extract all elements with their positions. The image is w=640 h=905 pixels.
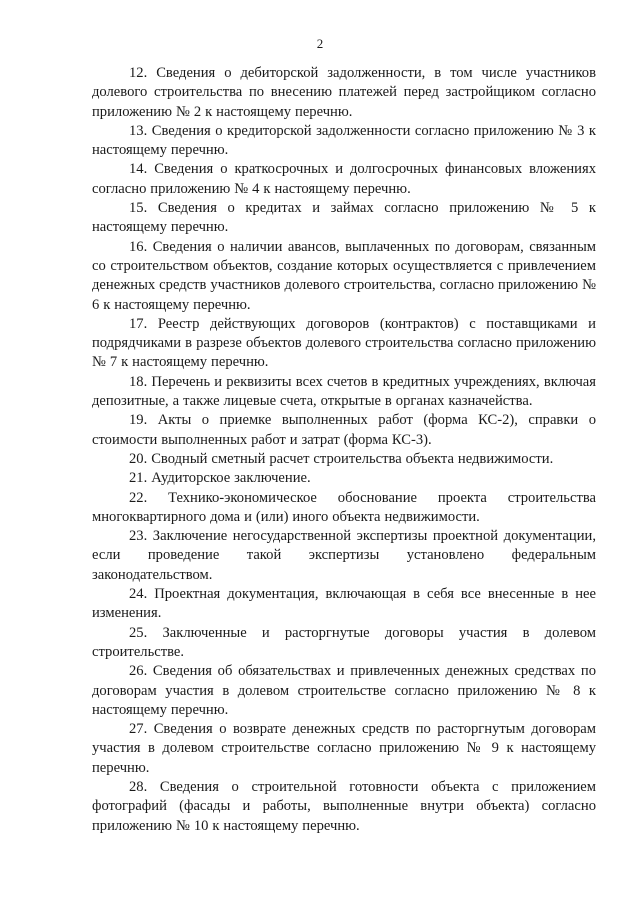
list-item-13: 13. Сведения о кредиторской задолженности согласно приложению № 3 к настоящему перечню. (92, 122, 596, 159)
list-item-16: 16. Сведения о наличии авансов, выплаченных по договорам, связанным со строительством объектов, создание которых осуществляется с привлечением денежных средств участников долевого строительства, согласно приложению № 6 к настоящему перечню. (92, 238, 596, 313)
list-item-28: 28. Сведения о строительной готовности объекта с приложением фотографий (фасады и работы, выполненные внутри объекта) согласно приложению № 10 к настоящему перечню. (92, 778, 596, 834)
list-item-27: 27. Сведения о возврате денежных средств по расторгнутым договорам участия в долевом строительстве согласно приложению № 9 к настоящему перечню. (92, 721, 596, 776)
list-item-18: 18. Перечень и реквизиты всех счетов в кредитных учреждениях, включая депозитные, а также лицевые счета, открытые в органах казначейства. (92, 373, 596, 410)
list-item-26: 26. Сведения об обязательствах и привлеченных денежных средствах по договорам участия в долевом строительстве согласно приложению № 8 к настоящему перечню. (92, 663, 596, 718)
list-item-25: 25. Заключенные и расторгнутые договоры участия в долевом строительстве. (92, 624, 596, 660)
list-item-19: 19. Акты о приемке выполненных работ (форма КС-2), справки о стоимости выполненных работ и затрат (форма КС-3). (92, 412, 596, 448)
list-item-14: 14. Сведения о краткосрочных и долгосрочных финансовых вложениях согласно приложению № 4 к настоящему перечню. (92, 161, 596, 197)
list-item-17: 17. Реестр действующих договоров (контрактов) с поставщиками и подрядчиками в разрезе объектов долевого строительства согласно приложению № 7 к настоящему перечню. (92, 315, 596, 371)
list-item-12: 12. Сведения о дебиторской задолженности, в том числе участников долевого строительства по внесению платежей перед застройщиком согласно приложению № 2 к настоящему перечню. (92, 65, 596, 120)
document-body (92, 64, 596, 836)
list-item-24: 24. Проектная документация, включающая в себя все внесенные в нее изменения. (92, 586, 596, 622)
list-item-21: 21. Аудиторское заключение. (129, 470, 311, 487)
list-item-23: 23. Заключение негосударственной экспертизы проектной документации, если проведение такой экспертизы установлено федеральным законодательством. (92, 528, 596, 583)
page-number: 2 (316, 36, 324, 51)
list-item-22: 22. Технико-экономическое обоснование проекта строительства многоквартирного дома и (или) иного объекта недвижимости. (92, 489, 596, 525)
list-item-20: 20. Сводный сметный расчет строительства объекта недвижимости. (129, 450, 554, 467)
list-item-15: 15. Сведения о кредитах и займах согласно приложению № 5 к настоящему перечню. (92, 200, 596, 236)
